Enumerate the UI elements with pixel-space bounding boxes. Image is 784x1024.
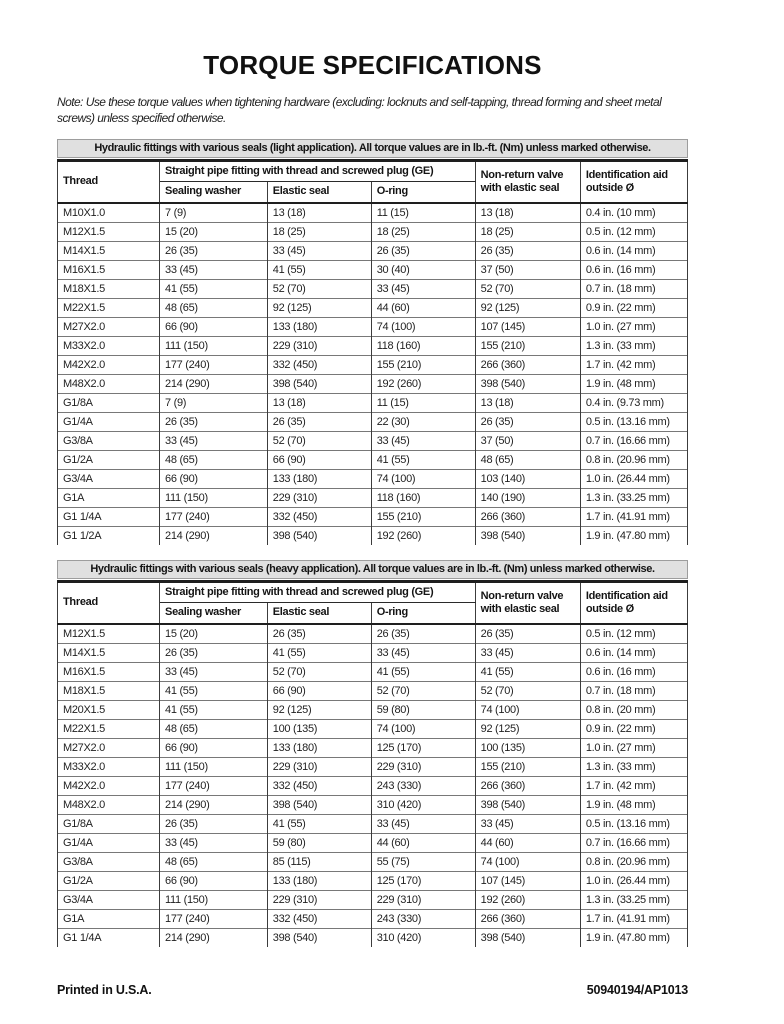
torque-value-cell: 74 (100): [371, 469, 475, 488]
torque-value-cell: 140 (190): [475, 488, 580, 507]
torque-value-cell: 22 (30): [371, 412, 475, 431]
torque-value-cell: 0.8 in. (20 mm): [580, 700, 687, 719]
torque-value-cell: 41 (55): [160, 279, 268, 298]
thread-cell: M18X1.5: [58, 681, 160, 700]
torque-value-cell: 18 (25): [475, 222, 580, 241]
torque-value-cell: 1.0 in. (26.44 mm): [580, 871, 687, 890]
torque-value-cell: 214 (290): [160, 526, 268, 545]
table-row: [58, 469, 688, 488]
table-row: [58, 241, 688, 260]
torque-table: [57, 580, 688, 947]
table-header: [58, 161, 688, 203]
torque-value-cell: 1.7 in. (41.91 mm): [580, 507, 687, 526]
table-row: [58, 355, 688, 374]
thread-cell: G1/4A: [58, 833, 160, 852]
table-row: [58, 795, 688, 814]
table-caption: Hydraulic fittings with various seals (heavy application). All torque values are in lb.-ft. (Nm) unless marked otherwise.: [57, 560, 688, 579]
table-row: [58, 814, 688, 833]
table-row: [58, 317, 688, 336]
thread-cell: G3/4A: [58, 890, 160, 909]
document-number: 50940194/AP1013: [586, 983, 688, 997]
torque-value-cell: 26 (35): [160, 241, 268, 260]
torque-value-cell: 26 (35): [160, 643, 268, 662]
torque-value-cell: 118 (160): [371, 488, 475, 507]
torque-value-cell: 13 (18): [475, 203, 580, 223]
torque-value-cell: 52 (70): [475, 279, 580, 298]
torque-value-cell: 44 (60): [371, 833, 475, 852]
torque-value-cell: 332 (450): [267, 355, 371, 374]
torque-value-cell: 66 (90): [160, 871, 268, 890]
torque-value-cell: 13 (18): [475, 393, 580, 412]
torque-value-cell: 59 (80): [371, 700, 475, 719]
thread-cell: M27X2.0: [58, 317, 160, 336]
torque-value-cell: 48 (65): [160, 719, 268, 738]
torque-value-cell: 310 (420): [371, 795, 475, 814]
table-row: [58, 450, 688, 469]
torque-value-cell: 0.5 in. (13.16 mm): [580, 814, 687, 833]
torque-value-cell: 177 (240): [160, 355, 268, 374]
torque-value-cell: 74 (100): [475, 700, 580, 719]
table-row: [58, 260, 688, 279]
torque-value-cell: 1.9 in. (47.80 mm): [580, 928, 687, 947]
torque-value-cell: 48 (65): [160, 298, 268, 317]
torque-value-cell: 33 (45): [267, 241, 371, 260]
torque-value-cell: 33 (45): [160, 833, 268, 852]
column-header-sealing-washer: Sealing washer: [160, 603, 268, 624]
thread-cell: M20X1.5: [58, 700, 160, 719]
torque-value-cell: 111 (150): [160, 890, 268, 909]
torque-value-cell: 100 (135): [267, 719, 371, 738]
thread-cell: G1A: [58, 909, 160, 928]
column-header-non-return-valve: Non-return valve with elastic seal: [475, 582, 580, 624]
torque-value-cell: 229 (310): [267, 757, 371, 776]
table-row: [58, 526, 688, 545]
torque-value-cell: 13 (18): [267, 203, 371, 223]
torque-value-cell: 0.7 in. (16.66 mm): [580, 833, 687, 852]
torque-value-cell: 0.7 in. (18 mm): [580, 681, 687, 700]
torque-value-cell: 266 (360): [475, 776, 580, 795]
torque-value-cell: 0.6 in. (14 mm): [580, 241, 687, 260]
torque-value-cell: 332 (450): [267, 776, 371, 795]
torque-value-cell: 229 (310): [267, 336, 371, 355]
torque-value-cell: 52 (70): [371, 681, 475, 700]
torque-value-cell: 118 (160): [371, 336, 475, 355]
torque-value-cell: 155 (210): [475, 757, 580, 776]
torque-value-cell: 26 (35): [267, 624, 371, 644]
torque-value-cell: 33 (45): [475, 643, 580, 662]
torque-value-cell: 0.8 in. (20.96 mm): [580, 852, 687, 871]
thread-cell: M14X1.5: [58, 643, 160, 662]
torque-value-cell: 41 (55): [371, 662, 475, 681]
torque-value-cell: 37 (50): [475, 431, 580, 450]
torque-value-cell: 15 (20): [160, 222, 268, 241]
thread-cell: M16X1.5: [58, 260, 160, 279]
thread-cell: G3/8A: [58, 431, 160, 450]
table-row: [58, 374, 688, 393]
torque-value-cell: 214 (290): [160, 795, 268, 814]
torque-value-cell: 192 (260): [371, 374, 475, 393]
torque-value-cell: 52 (70): [267, 431, 371, 450]
torque-value-cell: 0.5 in. (13.16 mm): [580, 412, 687, 431]
torque-value-cell: 33 (45): [160, 662, 268, 681]
torque-value-cell: 52 (70): [475, 681, 580, 700]
torque-value-cell: 74 (100): [371, 719, 475, 738]
torque-value-cell: 214 (290): [160, 928, 268, 947]
torque-value-cell: 41 (55): [160, 681, 268, 700]
torque-value-cell: 1.0 in. (27 mm): [580, 317, 687, 336]
table-row: [58, 222, 688, 241]
table-row: [58, 833, 688, 852]
torque-value-cell: 107 (145): [475, 871, 580, 890]
torque-value-cell: 266 (360): [475, 355, 580, 374]
torque-value-cell: 41 (55): [371, 450, 475, 469]
thread-cell: M42X2.0: [58, 355, 160, 374]
torque-value-cell: 41 (55): [475, 662, 580, 681]
torque-value-cell: 398 (540): [475, 526, 580, 545]
torque-value-cell: 48 (65): [475, 450, 580, 469]
torque-value-cell: 66 (90): [160, 469, 268, 488]
torque-value-cell: 155 (210): [371, 355, 475, 374]
torque-value-cell: 155 (210): [371, 507, 475, 526]
table-row: [58, 203, 688, 223]
table-row: [58, 719, 688, 738]
torque-value-cell: 1.3 in. (33 mm): [580, 757, 687, 776]
thread-cell: M12X1.5: [58, 222, 160, 241]
torque-value-cell: 0.4 in. (10 mm): [580, 203, 687, 223]
torque-value-cell: 11 (15): [371, 393, 475, 412]
torque-value-cell: 33 (45): [371, 643, 475, 662]
torque-value-cell: 214 (290): [160, 374, 268, 393]
torque-value-cell: 111 (150): [160, 488, 268, 507]
torque-value-cell: 74 (100): [475, 852, 580, 871]
table-row: [58, 431, 688, 450]
torque-value-cell: 133 (180): [267, 317, 371, 336]
torque-value-cell: 92 (125): [475, 298, 580, 317]
torque-value-cell: 66 (90): [267, 450, 371, 469]
torque-value-cell: 243 (330): [371, 909, 475, 928]
thread-cell: M14X1.5: [58, 241, 160, 260]
torque-value-cell: 1.7 in. (42 mm): [580, 355, 687, 374]
table-row: [58, 412, 688, 431]
light-application-table: [57, 139, 688, 545]
thread-cell: M22X1.5: [58, 719, 160, 738]
thread-cell: G3/8A: [58, 852, 160, 871]
printed-in-usa-text: Printed in U.S.A.: [57, 983, 152, 997]
torque-value-cell: 48 (65): [160, 852, 268, 871]
thread-cell: M10X1.0: [58, 203, 160, 223]
thread-cell: G3/4A: [58, 469, 160, 488]
torque-value-cell: 243 (330): [371, 776, 475, 795]
torque-value-cell: 66 (90): [160, 738, 268, 757]
torque-value-cell: 177 (240): [160, 909, 268, 928]
column-header-sealing-washer: Sealing washer: [160, 182, 268, 203]
thread-cell: M48X2.0: [58, 374, 160, 393]
note-text: Note: Use these torque values when tightening hardware (excluding: locknuts and self-tapping, thread forming and sheet metal screws) unless specified otherwise.: [57, 95, 662, 125]
table-row: [58, 662, 688, 681]
torque-value-cell: 11 (15): [371, 203, 475, 223]
thread-cell: G1/8A: [58, 814, 160, 833]
torque-value-cell: 1.9 in. (47.80 mm): [580, 526, 687, 545]
thread-cell: G1/2A: [58, 450, 160, 469]
torque-value-cell: 192 (260): [475, 890, 580, 909]
column-header-elastic-seal: Elastic seal: [267, 182, 371, 203]
torque-value-cell: 398 (540): [267, 928, 371, 947]
torque-value-cell: 48 (65): [160, 450, 268, 469]
torque-value-cell: 26 (35): [371, 241, 475, 260]
torque-value-cell: 7 (9): [160, 393, 268, 412]
table-row: [58, 681, 688, 700]
thread-cell: M27X2.0: [58, 738, 160, 757]
thread-cell: G1/4A: [58, 412, 160, 431]
thread-cell: G1 1/2A: [58, 526, 160, 545]
column-header-non-return-valve: Non-return valve with elastic seal: [475, 161, 580, 203]
torque-value-cell: 266 (360): [475, 507, 580, 526]
thread-cell: M33X2.0: [58, 336, 160, 355]
header-row-top: [58, 582, 688, 603]
torque-value-cell: 33 (45): [371, 279, 475, 298]
table-row: [58, 488, 688, 507]
thread-cell: M33X2.0: [58, 757, 160, 776]
torque-value-cell: 41 (55): [160, 700, 268, 719]
torque-value-cell: 111 (150): [160, 336, 268, 355]
torque-value-cell: 1.3 in. (33 mm): [580, 336, 687, 355]
torque-value-cell: 0.6 in. (14 mm): [580, 643, 687, 662]
torque-value-cell: 1.9 in. (48 mm): [580, 795, 687, 814]
torque-value-cell: 26 (35): [371, 624, 475, 644]
column-header-straight-pipe-group: Straight pipe fitting with thread and screwed plug (GE): [160, 582, 476, 603]
thread-cell: M48X2.0: [58, 795, 160, 814]
torque-value-cell: 44 (60): [371, 298, 475, 317]
torque-value-cell: 133 (180): [267, 738, 371, 757]
torque-value-cell: 398 (540): [475, 795, 580, 814]
torque-value-cell: 66 (90): [160, 317, 268, 336]
column-header-identification-aid: Identification aid outside Ø: [580, 161, 687, 203]
torque-value-cell: 332 (450): [267, 909, 371, 928]
torque-value-cell: 100 (135): [475, 738, 580, 757]
torque-value-cell: 92 (125): [267, 298, 371, 317]
table-row: [58, 852, 688, 871]
column-header-straight-pipe-group: Straight pipe fitting with thread and screwed plug (GE): [160, 161, 476, 182]
torque-value-cell: 44 (60): [475, 833, 580, 852]
table-row: [58, 909, 688, 928]
thread-cell: M16X1.5: [58, 662, 160, 681]
torque-value-cell: 229 (310): [267, 488, 371, 507]
torque-value-cell: 74 (100): [371, 317, 475, 336]
torque-value-cell: 133 (180): [267, 469, 371, 488]
torque-value-cell: 59 (80): [267, 833, 371, 852]
torque-value-cell: 41 (55): [267, 260, 371, 279]
torque-value-cell: 52 (70): [267, 662, 371, 681]
torque-table: [57, 159, 688, 545]
torque-value-cell: 33 (45): [160, 431, 268, 450]
column-header-thread: Thread: [58, 582, 160, 624]
torque-value-cell: 1.9 in. (48 mm): [580, 374, 687, 393]
torque-value-cell: 1.3 in. (33.25 mm): [580, 890, 687, 909]
torque-value-cell: 33 (45): [160, 260, 268, 279]
torque-value-cell: 111 (150): [160, 757, 268, 776]
torque-value-cell: 0.9 in. (22 mm): [580, 298, 687, 317]
torque-value-cell: 92 (125): [267, 700, 371, 719]
column-header-thread: Thread: [58, 161, 160, 203]
torque-value-cell: 0.7 in. (16.66 mm): [580, 431, 687, 450]
torque-value-cell: 26 (35): [267, 412, 371, 431]
torque-value-cell: 55 (75): [371, 852, 475, 871]
torque-value-cell: 1.0 in. (27 mm): [580, 738, 687, 757]
torque-value-cell: 192 (260): [371, 526, 475, 545]
table-row: [58, 871, 688, 890]
torque-value-cell: 18 (25): [267, 222, 371, 241]
torque-value-cell: 398 (540): [267, 795, 371, 814]
table-row: [58, 393, 688, 412]
table-row: [58, 700, 688, 719]
table-row: [58, 738, 688, 757]
header-row-top: [58, 161, 688, 182]
column-header-elastic-seal: Elastic seal: [267, 603, 371, 624]
torque-value-cell: 7 (9): [160, 203, 268, 223]
torque-value-cell: 0.4 in. (9.73 mm): [580, 393, 687, 412]
torque-value-cell: 33 (45): [371, 814, 475, 833]
torque-value-cell: 0.6 in. (16 mm): [580, 662, 687, 681]
page-content: [57, 50, 688, 997]
torque-value-cell: 26 (35): [160, 412, 268, 431]
table-row: [58, 336, 688, 355]
table-body: [58, 624, 688, 948]
torque-value-cell: 107 (145): [475, 317, 580, 336]
torque-value-cell: 229 (310): [371, 757, 475, 776]
torque-value-cell: 0.6 in. (16 mm): [580, 260, 687, 279]
table-caption: Hydraulic fittings with various seals (light application). All torque values are in lb.-ft. (Nm) unless marked otherwise.: [57, 139, 688, 158]
torque-value-cell: 310 (420): [371, 928, 475, 947]
page-title: TORQUE SPECIFICATIONS: [203, 50, 542, 80]
thread-cell: M18X1.5: [58, 279, 160, 298]
thread-cell: G1/2A: [58, 871, 160, 890]
torque-value-cell: 30 (40): [371, 260, 475, 279]
torque-value-cell: 1.3 in. (33.25 mm): [580, 488, 687, 507]
torque-value-cell: 266 (360): [475, 909, 580, 928]
torque-value-cell: 1.7 in. (42 mm): [580, 776, 687, 795]
thread-cell: M12X1.5: [58, 624, 160, 644]
torque-value-cell: 229 (310): [371, 890, 475, 909]
torque-value-cell: 332 (450): [267, 507, 371, 526]
torque-value-cell: 1.0 in. (26.44 mm): [580, 469, 687, 488]
torque-value-cell: 398 (540): [475, 928, 580, 947]
torque-value-cell: 133 (180): [267, 871, 371, 890]
table-row: [58, 279, 688, 298]
torque-value-cell: 0.8 in. (20.96 mm): [580, 450, 687, 469]
table-row: [58, 624, 688, 644]
torque-value-cell: 13 (18): [267, 393, 371, 412]
table-row: [58, 928, 688, 947]
thread-cell: G1/8A: [58, 393, 160, 412]
torque-value-cell: 177 (240): [160, 507, 268, 526]
torque-value-cell: 26 (35): [475, 241, 580, 260]
torque-value-cell: 398 (540): [267, 526, 371, 545]
torque-value-cell: 33 (45): [371, 431, 475, 450]
thread-cell: G1A: [58, 488, 160, 507]
table-row: [58, 757, 688, 776]
torque-value-cell: 26 (35): [160, 814, 268, 833]
table-row: [58, 643, 688, 662]
torque-value-cell: 0.5 in. (12 mm): [580, 222, 687, 241]
torque-value-cell: 398 (540): [475, 374, 580, 393]
torque-value-cell: 85 (115): [267, 852, 371, 871]
torque-value-cell: 26 (35): [475, 412, 580, 431]
torque-value-cell: 92 (125): [475, 719, 580, 738]
torque-value-cell: 229 (310): [267, 890, 371, 909]
torque-value-cell: 155 (210): [475, 336, 580, 355]
thread-cell: G1 1/4A: [58, 507, 160, 526]
torque-value-cell: 52 (70): [267, 279, 371, 298]
torque-value-cell: 26 (35): [475, 624, 580, 644]
torque-value-cell: 177 (240): [160, 776, 268, 795]
torque-value-cell: 66 (90): [267, 681, 371, 700]
thread-cell: M42X2.0: [58, 776, 160, 795]
torque-value-cell: 0.7 in. (18 mm): [580, 279, 687, 298]
column-header-identification-aid: Identification aid outside Ø: [580, 582, 687, 624]
table-header: [58, 582, 688, 624]
table-row: [58, 298, 688, 317]
torque-value-cell: 1.7 in. (41.91 mm): [580, 909, 687, 928]
thread-cell: M22X1.5: [58, 298, 160, 317]
torque-value-cell: 15 (20): [160, 624, 268, 644]
torque-value-cell: 103 (140): [475, 469, 580, 488]
torque-value-cell: 125 (170): [371, 871, 475, 890]
torque-value-cell: 41 (55): [267, 643, 371, 662]
thread-cell: G1 1/4A: [58, 928, 160, 947]
table-row: [58, 507, 688, 526]
heavy-application-table: [57, 560, 688, 947]
table-body: [58, 203, 688, 546]
torque-value-cell: 125 (170): [371, 738, 475, 757]
table-row: [58, 890, 688, 909]
torque-value-cell: 37 (50): [475, 260, 580, 279]
torque-value-cell: 0.9 in. (22 mm): [580, 719, 687, 738]
column-header-o-ring: O-ring: [371, 603, 475, 624]
torque-value-cell: 33 (45): [475, 814, 580, 833]
column-header-o-ring: O-ring: [371, 182, 475, 203]
torque-value-cell: 0.5 in. (12 mm): [580, 624, 687, 644]
table-row: [58, 776, 688, 795]
page-footer: [57, 983, 688, 997]
torque-value-cell: 41 (55): [267, 814, 371, 833]
torque-value-cell: 398 (540): [267, 374, 371, 393]
torque-value-cell: 18 (25): [371, 222, 475, 241]
